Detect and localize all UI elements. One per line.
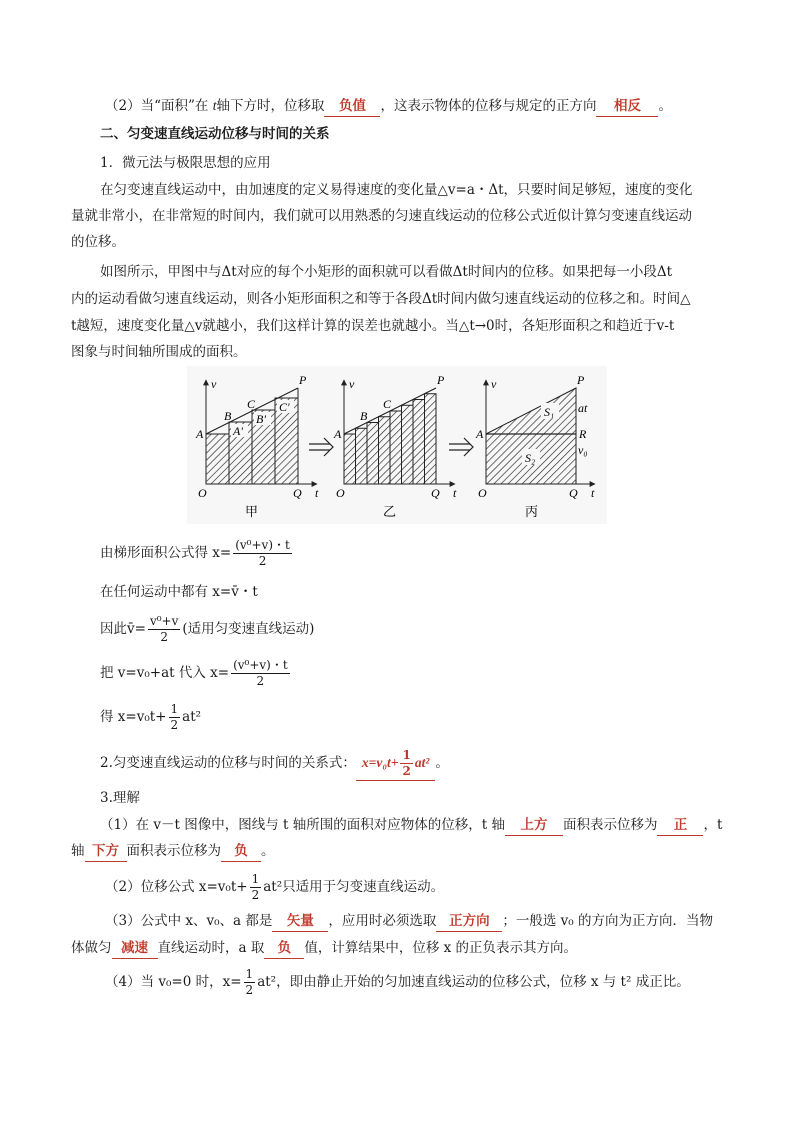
- paragraph-line: 图象与时间轴所围成的面积。: [71, 344, 247, 360]
- point-p: P: [299, 373, 307, 387]
- point-a: A: [196, 427, 204, 441]
- denominator: 2: [170, 718, 179, 732]
- origin-label: O: [198, 486, 207, 500]
- denominator: 2: [251, 888, 260, 902]
- numerator: (v⁰+v)・t: [235, 538, 290, 552]
- axis-label-v: v: [211, 377, 217, 391]
- fine-rect: [379, 417, 391, 484]
- equation-vbar: [100, 612, 314, 646]
- understanding-3-line-1: [105, 911, 713, 932]
- point-p: P: [577, 373, 585, 387]
- text: (适用匀变速直线运动): [182, 621, 315, 637]
- text: 直线运动时，a 取: [157, 940, 265, 956]
- subsection-heading: 1．微元法与极限思想的应用: [100, 155, 271, 171]
- answer-blank-negative: 负: [221, 841, 261, 862]
- section-heading: 二、匀变速直线运动位移与时间的关系: [100, 126, 330, 142]
- point-c: C: [383, 397, 392, 411]
- point-b: B: [224, 409, 232, 423]
- text: 面积表示位移为: [126, 843, 221, 859]
- paragraph-area-below-axis: [105, 96, 672, 117]
- understanding-2: [105, 872, 444, 903]
- text: 因此: [100, 621, 127, 637]
- equation-average-velocity: [100, 578, 258, 606]
- text: 2.匀变速直线运动的位移与时间的关系式：: [100, 755, 356, 771]
- axis-label-v: v: [349, 377, 355, 391]
- text: 得 x=v₀t+: [100, 709, 167, 725]
- point-a-prime: A': [233, 424, 243, 438]
- paragraph-line: 如图所示，甲图中与Δt对应的每个小矩形的面积就可以看做Δt时间内的位移。如果把每一小段Δt: [100, 264, 673, 280]
- text: ，t: [703, 817, 723, 833]
- answer-blank-opposite: 相反: [596, 96, 658, 117]
- area-s1: S₁: [544, 405, 555, 419]
- axis-label-t: t: [591, 486, 595, 500]
- paragraph-line: t越短，速度变化量△v就越小，我们这样计算的误差也就越小。当△t→0时，各矩形面积之和趋近于v-t: [71, 318, 675, 334]
- answer-blank-decelerate: 减速: [112, 938, 158, 959]
- answer-blank-negative: 负: [264, 938, 304, 959]
- point-c-prime: C': [279, 400, 290, 414]
- text: ，应用时必须选取: [328, 913, 437, 929]
- subsection-heading: 3.理解: [100, 790, 140, 806]
- paragraph-line: 在匀变速直线运动中，由加速度的定义易得速度的变化量△v=a・Δt，只要时间足够短，速度的变化: [100, 182, 693, 198]
- point-r: R: [579, 427, 587, 441]
- axis-label-t: t: [315, 486, 319, 500]
- point-q: Q: [293, 486, 302, 500]
- fraction: [231, 658, 290, 689]
- equation-result: [100, 700, 201, 734]
- origin-label: O: [478, 486, 487, 500]
- answer-text: at²: [414, 755, 430, 770]
- text: （2）位移公式 x=v₀t+: [105, 879, 248, 895]
- answer-blank-formula: [356, 746, 436, 781]
- fraction: [400, 748, 412, 779]
- point-b-prime: B': [256, 412, 266, 426]
- answer-text: x=v₀t+: [361, 755, 399, 770]
- answer-blank-negative-value: 负值: [324, 96, 380, 117]
- point-a: A: [476, 427, 484, 441]
- text: 轴: [71, 843, 85, 859]
- text: 体做匀: [71, 940, 112, 956]
- fraction: [250, 872, 262, 903]
- text: at²，即由静止开始的匀加速直线运动的位移公式，位移 x 与 t² 成正比。: [257, 974, 690, 990]
- understanding-1-line-2: [71, 841, 275, 862]
- text: 轴下方时，位移取: [216, 98, 325, 114]
- text: ；一般选 v₀ 的方向为正方向．当物: [502, 913, 713, 929]
- paragraph-line: 内的运动看做匀速直线运动，则各小矩形面积之和等于各段Δt时间内做匀速直线运动的位移之和。时间△: [71, 291, 691, 307]
- denominator: 2: [256, 674, 265, 688]
- axis-label-v: v: [491, 377, 497, 391]
- rect-1: [206, 434, 229, 484]
- point-c: C: [247, 397, 256, 411]
- caption-yi: 乙: [383, 505, 397, 520]
- answer-blank-positive: 正: [657, 815, 703, 836]
- text: 。: [435, 755, 449, 771]
- equation-trapezoid: [100, 536, 294, 570]
- answer-blank-below: 下方: [85, 841, 127, 862]
- text: 在任何运动中都有 x=: [100, 584, 232, 600]
- numerator: 1: [170, 702, 179, 716]
- caption-bing: 丙: [525, 505, 539, 520]
- equation-substitute: [100, 656, 292, 690]
- numerator: 1: [402, 748, 411, 762]
- answer-blank-positive-direction: 正方向: [436, 911, 502, 932]
- fine-rect: [367, 423, 379, 485]
- text: 。: [261, 843, 275, 859]
- text: =: [134, 621, 146, 637]
- displacement-time-formula: [100, 746, 449, 781]
- denominator: 2: [402, 764, 411, 778]
- numerator: 1: [245, 967, 254, 981]
- text: ・t: [238, 584, 258, 600]
- caption-jia: 甲: [245, 505, 259, 520]
- fine-rect: [390, 411, 402, 484]
- fine-rect: [425, 394, 437, 484]
- fine-rect: [402, 405, 414, 484]
- fine-rect: [356, 428, 368, 484]
- numerator: v⁰+v: [149, 614, 179, 628]
- text: at²: [182, 709, 202, 725]
- denominator: 2: [245, 983, 254, 997]
- text: at²只适用于匀变速直线运动。: [263, 879, 445, 895]
- understanding-3-line-2: [71, 938, 577, 959]
- denominator: 2: [258, 554, 267, 568]
- point-q: Q: [569, 486, 578, 500]
- text: 。: [658, 98, 672, 114]
- point-a: A: [334, 427, 342, 441]
- understanding-4: [105, 966, 690, 998]
- label-v0: v₀: [578, 443, 588, 457]
- fraction: [244, 967, 256, 998]
- text: ，这表示物体的位移与规定的正方向: [380, 98, 597, 114]
- point-q: Q: [431, 486, 440, 500]
- text: 把 v=v₀+at 代入 x=: [100, 665, 230, 681]
- fine-rect: [413, 400, 425, 485]
- point-p: P: [437, 373, 445, 387]
- fine-rect: [344, 434, 356, 484]
- answer-blank-vector: 矢量: [272, 911, 328, 932]
- text: （1）在 v－t 图像中，图线与 t 轴所围的面积对应物体的位移，t 轴: [100, 817, 505, 833]
- denominator: 2: [160, 630, 168, 644]
- v-bar: v̄: [127, 621, 135, 637]
- numerator: 1: [251, 872, 260, 886]
- point-b: B: [360, 409, 368, 423]
- fraction: [169, 702, 181, 733]
- axis-label-t: t: [453, 486, 457, 500]
- text: 面积表示位移为: [562, 817, 658, 833]
- paragraph-line: 的位移。: [71, 234, 125, 250]
- label-at: at: [578, 401, 588, 415]
- paragraph-line: 量就非常小，在非常短的时间内，我们就可以用熟悉的匀速直线运动的位移公式近似计算匀变速直线运动: [71, 208, 692, 224]
- text: （4）当 v₀=0 时，x=: [105, 974, 242, 990]
- text: 由梯形面积公式得 x=: [100, 545, 232, 561]
- text: （3）公式中 x、v₀、a 都是: [105, 913, 273, 929]
- numerator: (v⁰+v)・t: [233, 658, 288, 672]
- answer-blank-above: 上方: [505, 815, 563, 836]
- area-s2: S₂: [525, 451, 536, 465]
- v-bar: v̄: [231, 584, 239, 600]
- vt-graph-figure: [187, 366, 607, 524]
- fraction: [148, 614, 180, 645]
- text: 值，计算结果中，位移 x 的正负表示其方向。: [304, 940, 578, 956]
- fraction: [233, 538, 292, 569]
- origin-label: O: [336, 486, 345, 500]
- var-t: t: [212, 98, 217, 113]
- understanding-1-line-1: [100, 815, 722, 836]
- text: （2）当“面积”在: [105, 98, 213, 114]
